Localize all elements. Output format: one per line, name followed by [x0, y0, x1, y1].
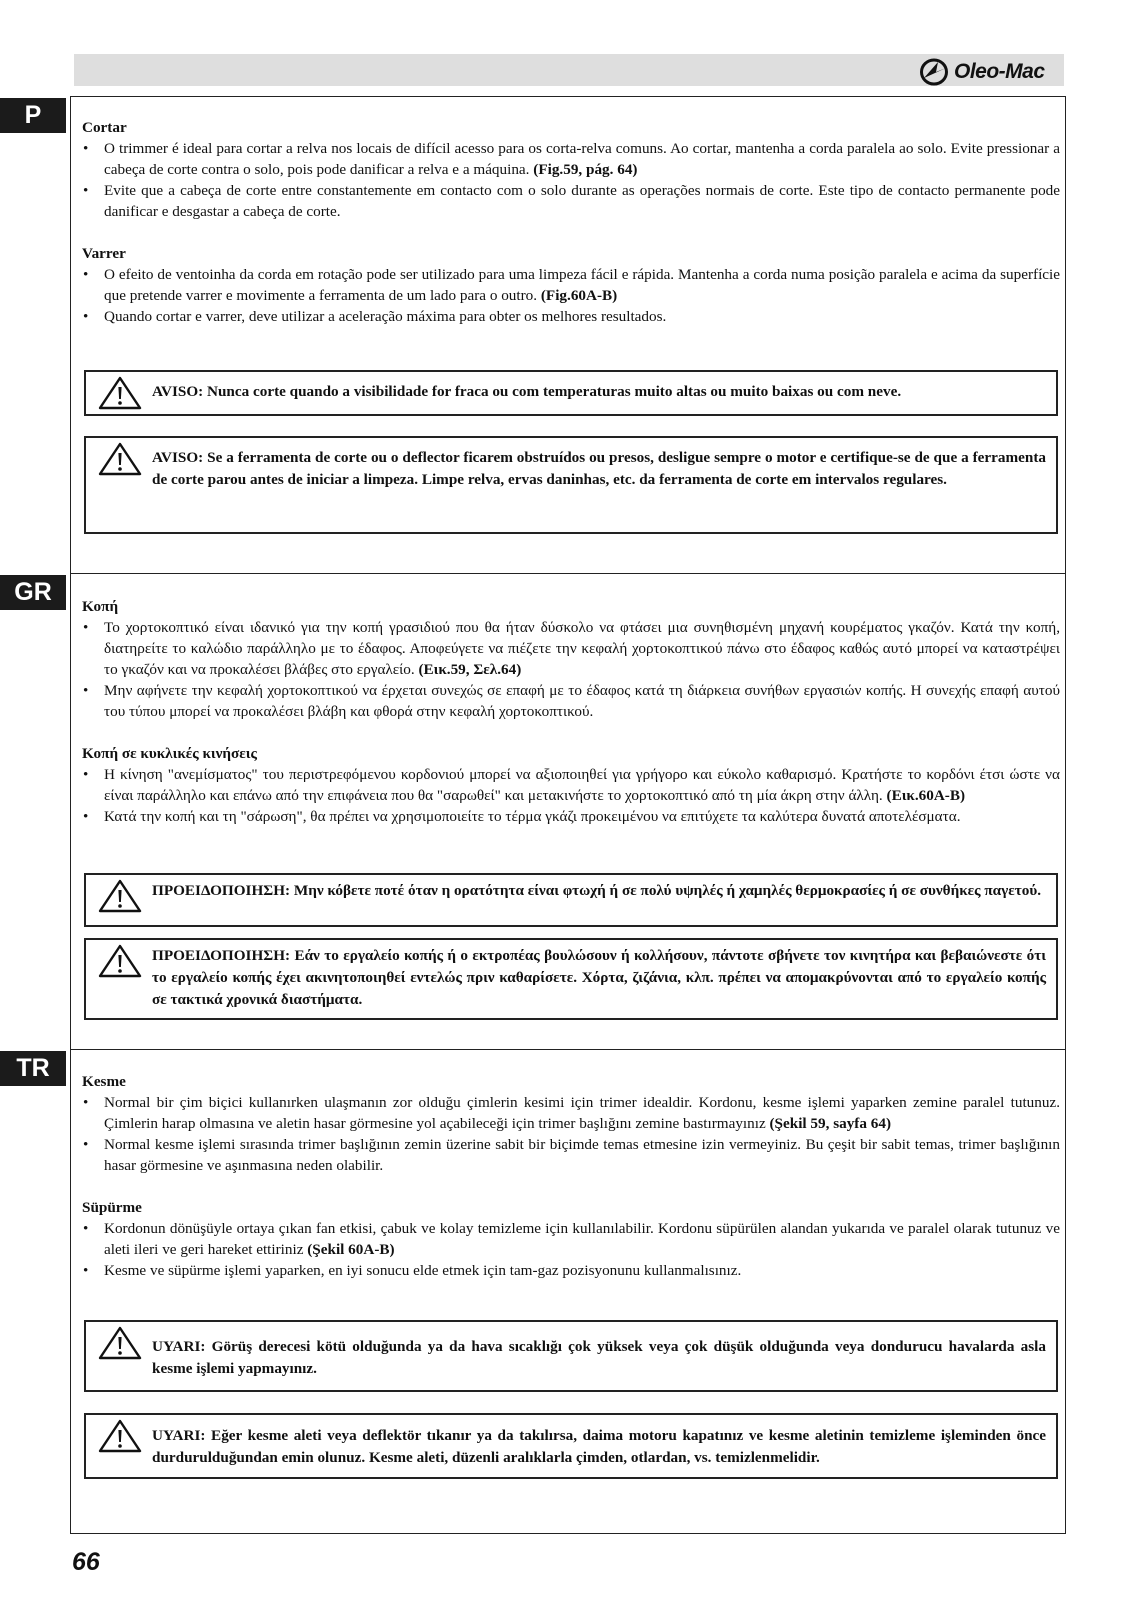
- warning-text: AVISO: Se a ferramenta de corte ou o deflector ficarem obstruídos ou presos, desligue sempre o motor e certifique-se de que a ferramenta de corte parou antes de iniciar a limpeza. Limpe relva, ervas daninhas, etc. da ferramenta de corte em intervalos regulares.: [152, 449, 1046, 488]
- bullet-list: [82, 264, 1060, 327]
- bullet-list: [82, 1092, 1060, 1176]
- warning-text: AVISO: Nunca corte quando a visibilidade for fraca ou com temperaturas muito altas ou muito baixas ou com neve.: [152, 383, 902, 400]
- header-bar: [74, 54, 1064, 86]
- language-tab-gr: GR: [0, 575, 66, 610]
- section-greek: [82, 596, 1060, 827]
- warning-triangle-icon: [98, 376, 142, 410]
- subheading-cortar: Cortar: [82, 119, 127, 136]
- bullet-list: [82, 764, 1060, 827]
- bullet-list: [82, 138, 1060, 222]
- list-item: • Quando cortar e varrer, deve utilizar a aceleração máxima para obter os melhores resultados.: [82, 306, 1060, 327]
- list-item: • Η κίνηση "ανεμίσματος" του περιστρεφόμενου κορδονιού μπορεί να αξιοποιηθεί για γρήγορο και εύκολο καθαρισμό. Κρατήστε το κορδόνι έτσι ώστε να είναι παράλληλο και επάνω από την επιφάνεια που θα "σαρωθεί" και μετακινήστε το χορτοκοπτικό από τη μία άκρη στην άλλη. (Εικ.60A-B): [82, 764, 1060, 806]
- list-item: • Το χορτοκοπτικό είναι ιδανικό για την κοπή γρασιδιού που θα ήταν δύσκολο να φτάσει μια συνηθισμένη μηχανή κουρέματος γκαζόν. Κατά την κοπή, διατηρείτε το καλώδιο παράλληλο με το έδαφος. Αποφεύγετε να πιέζετε την κεφαλή χορτοκοπτικού πάνω στο έδαφος καθώς αυτό μπορεί να καταστρέψει το γκαζόν και να προκαλέσει βλάβες στο εργαλείο. (Εικ.59, Σελ.64): [82, 617, 1060, 680]
- brand-logo-text: Oleo-Mac: [954, 60, 1045, 83]
- subheading-varrer: Varrer: [82, 245, 126, 262]
- warning-text: ΠΡΟΕΙΔΟΠΟΙΗΣΗ: Μην κόβετε ποτέ όταν η ορατότητα είναι φτωχή ή σε πολύ υψηλές ή χαμηλές θερμοκρασίες ή σε συνθήκες παγετού.: [152, 882, 1041, 899]
- warning-text: UYARI: Eğer kesme aleti veya deflektör tıkanır ya da takılırsa, daima motoru kapatınız ve kesme aletinin temizleme işleminden önce durdurulduğundan emin olunuz. Kesme aleti, düzenli aralıklarla çimden, otlardan, vs. temizlenmelidir.: [152, 1427, 1046, 1466]
- list-item: • O efeito de ventoinha da corda em rotação pode ser utilizado para uma limpeza fácil e rápida. Mantenha a corda numa posição paralela e acima da superfície que pretende varrer e movimente a ferramenta de um lado para o outro. (Fig.60A-B): [82, 264, 1060, 306]
- list-item: • Normal kesme işlemi sırasında trimer başlığının zemin üzerine sabit bir biçimde temas etmesine izin vermeyiniz. Bu çeşit bir sabit temas, trimer başlığının hasar görmesine ve aşınmasına neden olabilir.: [82, 1134, 1060, 1176]
- warning-text: ΠΡΟΕΙΔΟΠΟΙΗΣΗ: Εάν το εργαλείο κοπής ή ο εκτροπέας βουλώσουν ή κολλήσουν, πάντοτε σβήνετε τον κινητήρα και βεβαιώνεστε ότι το εργαλείο κοπής έχει ακινητοποιηθεί εντελώς πριν καθαρίσετε. Χόρτα, ζιζάνια, κλπ. πρέπει να απομακρύνονται από το εργαλείο κοπής σε τακτικά χρονικά διαστήματα.: [152, 947, 1046, 1008]
- subheading-kopi: Κοπή: [82, 598, 119, 615]
- warning-triangle-icon: [98, 944, 142, 978]
- warning-triangle-icon: [98, 442, 142, 476]
- list-item: • Normal bir çim biçici kullanırken ulaşmanın zor olduğu çimlerin kesimi için trimer idealdir. Kordonu, kesme işlemi yaparken zemine paralel tutunuz. Çimlerin harap olmasına ve aletin hasar görmesine yol açabileceği için trimer başlığını zemine bastırmayınız (Şekil 59, sayfa 64): [82, 1092, 1060, 1134]
- oleo-mac-logo-icon: [920, 56, 952, 88]
- language-tab-p: P: [0, 98, 66, 133]
- subheading-kopi-kyklikes: Κοπή σε κυκλικές κινήσεις: [82, 745, 257, 762]
- list-item: • Evite que a cabeça de corte entre constantemente em contacto com o solo durante as operações normais de corte. Este tipo de contacto permanente pode danificar e desgastar a cabeça de corte.: [82, 180, 1060, 222]
- warning-text: UYARI: Görüş derecesi kötü olduğunda ya da hava sıcaklığı çok yüksek veya çok düşük olduğunda veya dondurucu havalarda asla kesme işlemi yapmayınız.: [152, 1338, 1046, 1377]
- language-tab-tr: TR: [0, 1051, 66, 1086]
- subheading-supurme: Süpürme: [82, 1199, 142, 1216]
- warning-triangle-icon: [98, 879, 142, 913]
- warning-box: [84, 1413, 1058, 1479]
- section-turkish: [82, 1071, 1060, 1281]
- warning-box: [84, 370, 1058, 416]
- brand-logo: [920, 55, 1045, 89]
- section-portuguese: [82, 117, 1060, 327]
- list-item: • Kesme ve süpürme işlemi yaparken, en iyi sonucu elde etmek için tam-gaz pozisyonunu kullanmalısınız.: [82, 1260, 1060, 1281]
- warning-triangle-icon: [98, 1419, 142, 1453]
- warning-box: [84, 436, 1058, 534]
- section-divider: [70, 573, 1066, 574]
- bullet-list: [82, 617, 1060, 722]
- section-divider: [70, 1049, 1066, 1050]
- subheading-kesme: Kesme: [82, 1073, 126, 1090]
- page-number: 66: [72, 1548, 100, 1576]
- list-item: • Κατά την κοπή και τη "σάρωση", θα πρέπει να χρησιμοποιείτε το τέρμα γκάζι προκειμένου να επιτύχετε τα καλύτερα δυνατά αποτελέσματα.: [82, 806, 1060, 827]
- list-item: • Μην αφήνετε την κεφαλή χορτοκοπτικού να έρχεται συνεχώς σε επαφή με το έδαφος κατά τη διάρκεια συνήθων εργασιών κοπής. Η συνεχής επαφή αυτού του τύπου μπορεί να προκαλέσει βλάβη και φθορά στην κεφαλή χορτοκοπτικού.: [82, 680, 1060, 722]
- warning-box: [84, 1320, 1058, 1392]
- list-item: • Kordonun dönüşüyle ortaya çıkan fan etkisi, çabuk ve kolay temizleme için kullanılabilir. Kordonu süpürülen alandan yukarıda ve paralel olarak tutunuz ve aleti ileri ve geri hareket ettiriniz (Şekil 60A-B): [82, 1218, 1060, 1260]
- warning-box: [84, 873, 1058, 927]
- list-item: • O trimmer é ideal para cortar a relva nos locais de difícil acesso para os corta-relva comuns. Ao cortar, mantenha a corda paralela ao solo. Evite pressionar a cabeça de corte contra o solo, pois pode danificar a relva e a máquina. (Fig.59, pág. 64): [82, 138, 1060, 180]
- warning-triangle-icon: [98, 1326, 142, 1360]
- bullet-list: [82, 1218, 1060, 1281]
- warning-box: [84, 938, 1058, 1020]
